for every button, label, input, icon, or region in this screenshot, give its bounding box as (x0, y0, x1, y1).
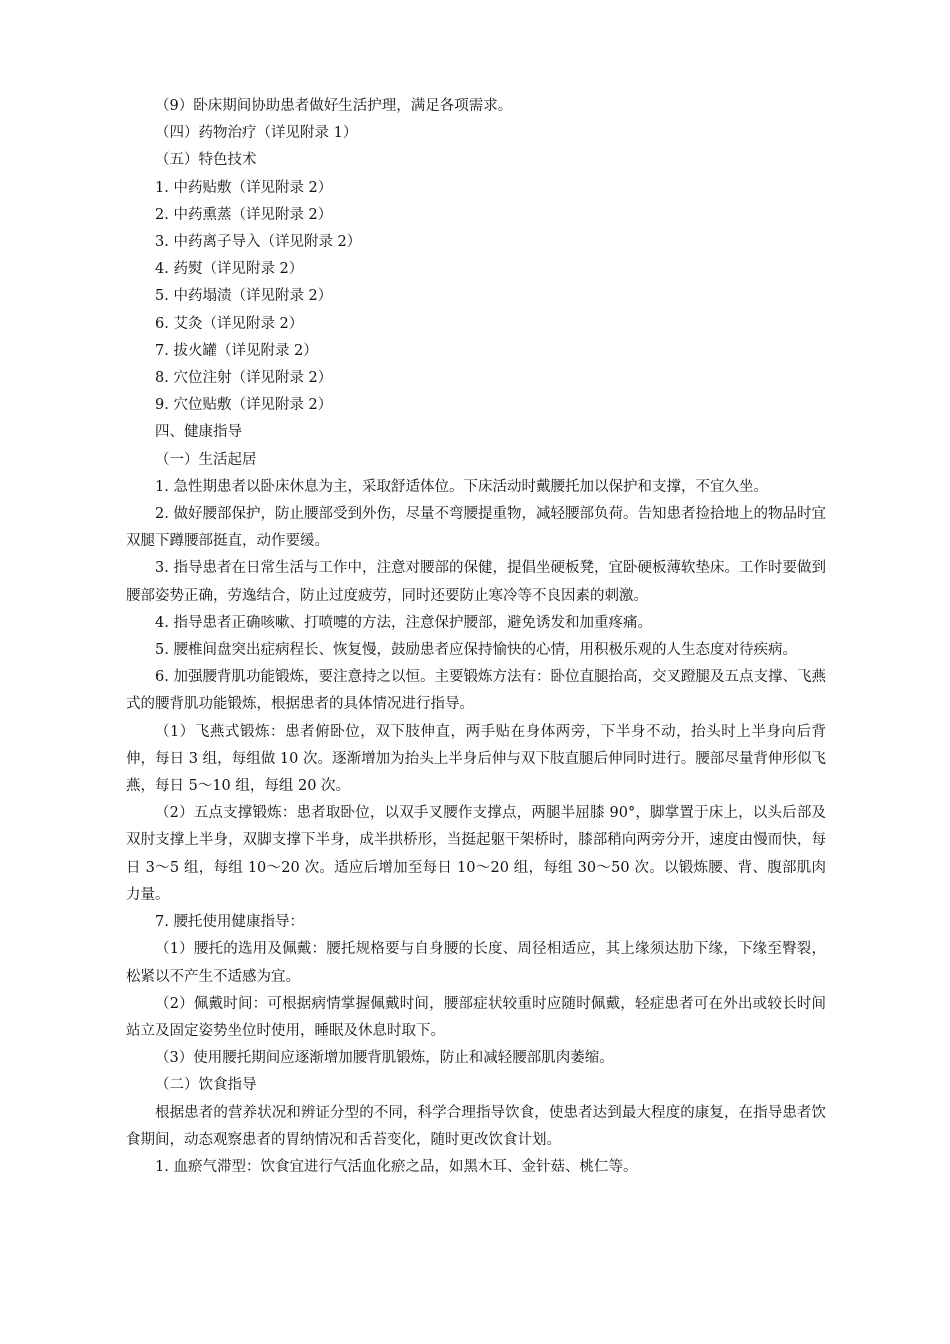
list-item: 1. 中药贴敷（详见附录 2） (155, 179, 333, 196)
paragraph: 1. 急性期患者以卧床休息为主，采取舒适体位。下床活动时戴腰托加以保护和支撑，不宜久坐。 (155, 478, 768, 495)
paragraph: （1）飞燕式锻炼：患者俯卧位，双下肢伸直，两手贴在身体两旁，下半身不动，抬头时上半身向后背伸，每日 3 组，每组做 10 次。逐渐增加为抬头上半身后伸与双下肢直腿后伸同时进行。腰部尽量背伸形似飞燕，每日 5～10 组，每组 20 次。 (126, 723, 826, 795)
section-heading: （一）生活起居 (155, 451, 257, 468)
section-heading: （四）药物治疗（详见附录 1） (155, 125, 358, 142)
list-item: 3. 中药离子导入（详见附录 2） (155, 234, 362, 251)
list-item: 7. 拔火罐（详见附录 2） (155, 342, 318, 359)
paragraph: （2）五点支撑锻炼：患者取卧位，以双手叉腰作支撑点，两腿半屈膝 90°，脚掌置于床上，以头后部及双肘支撑上半身，双脚支撑下半身，成半拱桥形，当挺起躯干架桥时，膝部稍向两旁分开，速度由慢而快，每日 3～5 组，每组 10～20 次。适应后增加至每日 10～20 组，每组 30～50 次。以锻炼腰、背、腹部肌肉力量。 (126, 805, 826, 903)
paragraph: 2. 做好腰部保护，防止腰部受到外伤，尽量不弯腰提重物，减轻腰部负荷。告知患者捡拾地上的物品时宜双腿下蹲腰部挺直，动作要缓。 (126, 506, 826, 550)
list-item: 4. 药熨（详见附录 2） (155, 261, 304, 278)
paragraph: 1. 血瘀气滞型：饮食宜进行气活血化瘀之品，如黑木耳、金针菇、桃仁等。 (155, 1158, 638, 1175)
paragraph: 7. 腰托使用健康指导： (155, 914, 304, 931)
paragraph: 根据患者的营养状况和辨证分型的不同，科学合理指导饮食，使患者达到最大程度的康复，在指导患者饮食期间，动态观察患者的胃纳情况和舌苔变化，随时更改饮食计划。 (126, 1104, 826, 1148)
paragraph: 4. 指导患者正确咳嗽、打喷嚏的方法，注意保护腰部，避免诱发和加重疼痛。 (155, 614, 652, 631)
section-heading: （二）饮食指导 (155, 1077, 257, 1094)
paragraph: （1）腰托的选用及佩戴：腰托规格要与自身腰的长度、周径相适应，其上缘须达肋下缘，下缘至臀裂，松紧以不产生不适感为宜。 (126, 941, 826, 985)
paragraph: （2）佩戴时间：可根据病情掌握佩戴时间，腰部症状较重时应随时佩戴，轻症患者可在外出或较长时间站立及固定姿势坐位时使用，睡眠及休息时取下。 (126, 995, 826, 1039)
paragraph: （9）卧床期间协助患者做好生活护理，满足各项需求。 (155, 98, 513, 114)
paragraph: 5. 腰椎间盘突出症病程长、恢复慢，鼓励患者应保持愉快的心情，用积极乐观的人生态度对待疾病。 (155, 642, 797, 659)
list-item: 6. 艾灸（详见附录 2） (155, 315, 304, 332)
list-item: 2. 中药熏蒸（详见附录 2） (155, 206, 333, 223)
section-heading: （五）特色技术 (155, 152, 257, 169)
section-heading: 四、健康指导 (155, 424, 242, 441)
list-item: 8. 穴位注射（详见附录 2） (155, 370, 333, 387)
paragraph: 6. 加强腰背肌功能锻炼，要注意持之以恒。主要锻炼方法有：卧位直腿抬高，交叉蹬腿及五点支撑、飞燕式的腰背肌功能锻炼，根据患者的具体情况进行指导。 (126, 669, 826, 713)
list-item: 9. 穴位贴敷（详见附录 2） (155, 397, 333, 414)
document-page (126, 93, 826, 1181)
list-item: 5. 中药塌渍（详见附录 2） (155, 288, 333, 305)
paragraph: 3. 指导患者在日常生活与工作中，注意对腰部的保健，提倡坐硬板凳，宜卧硬板薄软垫床。工作时要做到腰部姿势正确，劳逸结合，防止过度疲劳，同时还要防止寒冷等不良因素的刺激。 (126, 560, 826, 604)
paragraph: （3）使用腰托期间应逐渐增加腰背肌锻炼，防止和减轻腰部肌肉萎缩。 (155, 1050, 614, 1067)
